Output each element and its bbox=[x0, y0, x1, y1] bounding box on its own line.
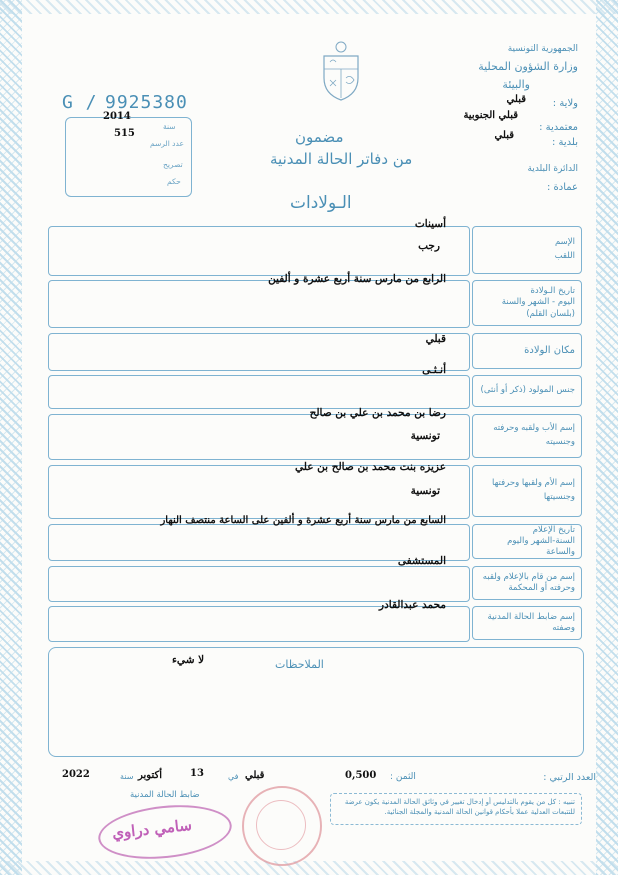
officer-title: ضابط الحالة المدنية bbox=[130, 790, 200, 800]
signature-name: سامي دراوي bbox=[111, 815, 193, 843]
bottom-decorative-border bbox=[0, 861, 618, 875]
reg-number-label: العدد الرتبي : bbox=[543, 772, 596, 783]
republic-label: الجمهورية التونسية bbox=[507, 44, 578, 54]
warning-note: تنبيه : كل من يقوم بالتدليس أو إدخال تغيير في وثائق الحالة المدنية يكون عرضة للتتبعات العدلية عملا بأحكام قوانين الحالة المدنية والمجلة الجنائية. bbox=[330, 793, 582, 825]
mother-nationality: تونسية bbox=[410, 485, 440, 497]
tunisia-coat-of-arms-icon bbox=[316, 40, 366, 102]
month-value: أكتوبر bbox=[138, 770, 163, 781]
price-label: الثمن : bbox=[390, 772, 416, 782]
mutamadiya-value: قبلي الجنوبية bbox=[463, 110, 518, 121]
name-label: الإسم bbox=[555, 237, 575, 248]
sex-label-box bbox=[472, 375, 582, 407]
decl-date-label: تاريخ الإعلام bbox=[532, 524, 575, 535]
right-decorative-border bbox=[596, 0, 618, 875]
dob-sublabel: اليوم - الشهر والسنة bbox=[501, 297, 575, 308]
left-decorative-border bbox=[0, 0, 22, 875]
father-nationality: تونسية bbox=[410, 430, 440, 442]
declarant-sublabel: وحرفته أو المحكمة bbox=[508, 583, 575, 593]
father-label: إسم الأب ولقبه وحرفته bbox=[493, 423, 575, 434]
baladiya-value: قبلي bbox=[494, 130, 514, 141]
place-value: قبلي bbox=[245, 770, 265, 781]
year-label: سنة bbox=[120, 772, 134, 781]
pob-value-box bbox=[48, 333, 470, 371]
officer-label-box bbox=[472, 606, 582, 640]
dob-sublabel-2: (بلسان القلم) bbox=[526, 308, 575, 319]
decl-date-value: السابع من مارس سنة أربع عشرة و ألفين على الساعة منتصف النهار bbox=[160, 515, 446, 526]
sex-value: أنـثـى bbox=[422, 364, 446, 376]
father-sublabel: وجنسيته bbox=[545, 437, 575, 447]
declarant-label: إسم من قام بالإعلام ولقبه bbox=[482, 571, 575, 582]
imada-label: عمادة : bbox=[546, 182, 578, 193]
father-label-box bbox=[472, 414, 582, 458]
mother-value: عزيزه بنت محمد بن صالح بن علي bbox=[294, 461, 446, 473]
dob-value-box bbox=[48, 280, 470, 328]
daira-label: الدائرة البلدية bbox=[527, 164, 578, 174]
name-value-box bbox=[48, 226, 470, 276]
dob-label: تاريخ الـولادة bbox=[530, 286, 575, 297]
wilaya-label: ولاية : bbox=[552, 98, 578, 109]
name-label-box bbox=[472, 226, 582, 274]
price-value: 0,500 bbox=[345, 770, 377, 781]
officer-sublabel: وصفته bbox=[552, 623, 575, 633]
ministry-label: وزارة الشؤون المحلية bbox=[478, 60, 578, 73]
surname-value: رجب bbox=[418, 240, 440, 252]
stamp-inner-ring bbox=[256, 800, 306, 850]
father-value: رضا بن محمد بن علي بن صالح bbox=[309, 407, 446, 419]
officer-value-box bbox=[48, 606, 470, 642]
mother-value-box bbox=[48, 465, 470, 519]
dob-value: الرابع من مارس سنة أربع عشرة و ألفين bbox=[268, 273, 446, 285]
notes-label: الملاحظات bbox=[275, 658, 324, 671]
register-year-value: 2014 bbox=[103, 111, 131, 122]
day-value: 13 bbox=[190, 768, 204, 779]
officer-label: إسم ضابط الحالة المدنية bbox=[487, 611, 575, 622]
notes-value: لا شيء bbox=[172, 654, 205, 666]
pob-label: مكان الولادة bbox=[524, 345, 575, 356]
declarant-value: المستشفى bbox=[397, 555, 446, 567]
pob-label-box bbox=[472, 333, 582, 369]
official-stamp bbox=[242, 786, 322, 866]
serial-number: 9925380 bbox=[105, 92, 188, 113]
decl-date-sublabel: السنة-الشهر واليوم والساعة bbox=[507, 535, 575, 558]
pob-value: قبلي bbox=[425, 333, 446, 345]
sex-value-box bbox=[48, 375, 470, 409]
mother-sublabel: وجنسيتها bbox=[543, 492, 575, 502]
decl-date-label-box bbox=[472, 524, 582, 559]
title-births: الـولادات bbox=[290, 193, 352, 213]
father-value-box bbox=[48, 414, 470, 460]
in-label: في bbox=[228, 772, 239, 781]
mother-label: إسم الأم ولقبها وحرفتها bbox=[492, 478, 575, 489]
declaration-label: تصريح bbox=[163, 160, 183, 169]
dob-label-box bbox=[472, 280, 582, 326]
sex-label: جنس المولود (ذكر أو أنثى) bbox=[480, 385, 575, 396]
declarant-label-box bbox=[472, 566, 582, 600]
register-number-label: عدد الرسم bbox=[150, 139, 184, 148]
wilaya-value: قبلي bbox=[506, 94, 526, 105]
register-year-label: سنة bbox=[163, 122, 176, 131]
surname-label: اللقب bbox=[554, 251, 575, 261]
officer-value: محمد عبدالقادر bbox=[379, 599, 446, 611]
mutamadiya-label: معتمدية : bbox=[539, 122, 578, 133]
register-number-value: 515 bbox=[114, 128, 135, 139]
baladiya-label: بلدية : bbox=[551, 137, 578, 148]
name-value: أسينات bbox=[414, 218, 446, 230]
top-decorative-border bbox=[0, 0, 618, 14]
judgment-label: حكم bbox=[167, 177, 181, 186]
declarant-value-box bbox=[48, 566, 470, 602]
year-value: 2022 bbox=[62, 769, 90, 780]
serial-prefix: G / bbox=[62, 92, 98, 113]
mother-label-box bbox=[472, 465, 582, 517]
env-label: والبيئة bbox=[502, 78, 530, 91]
title-civil-registry: من دفاتر الحالة المدنية bbox=[270, 150, 413, 168]
title-madmoun: مضمون bbox=[295, 128, 344, 146]
